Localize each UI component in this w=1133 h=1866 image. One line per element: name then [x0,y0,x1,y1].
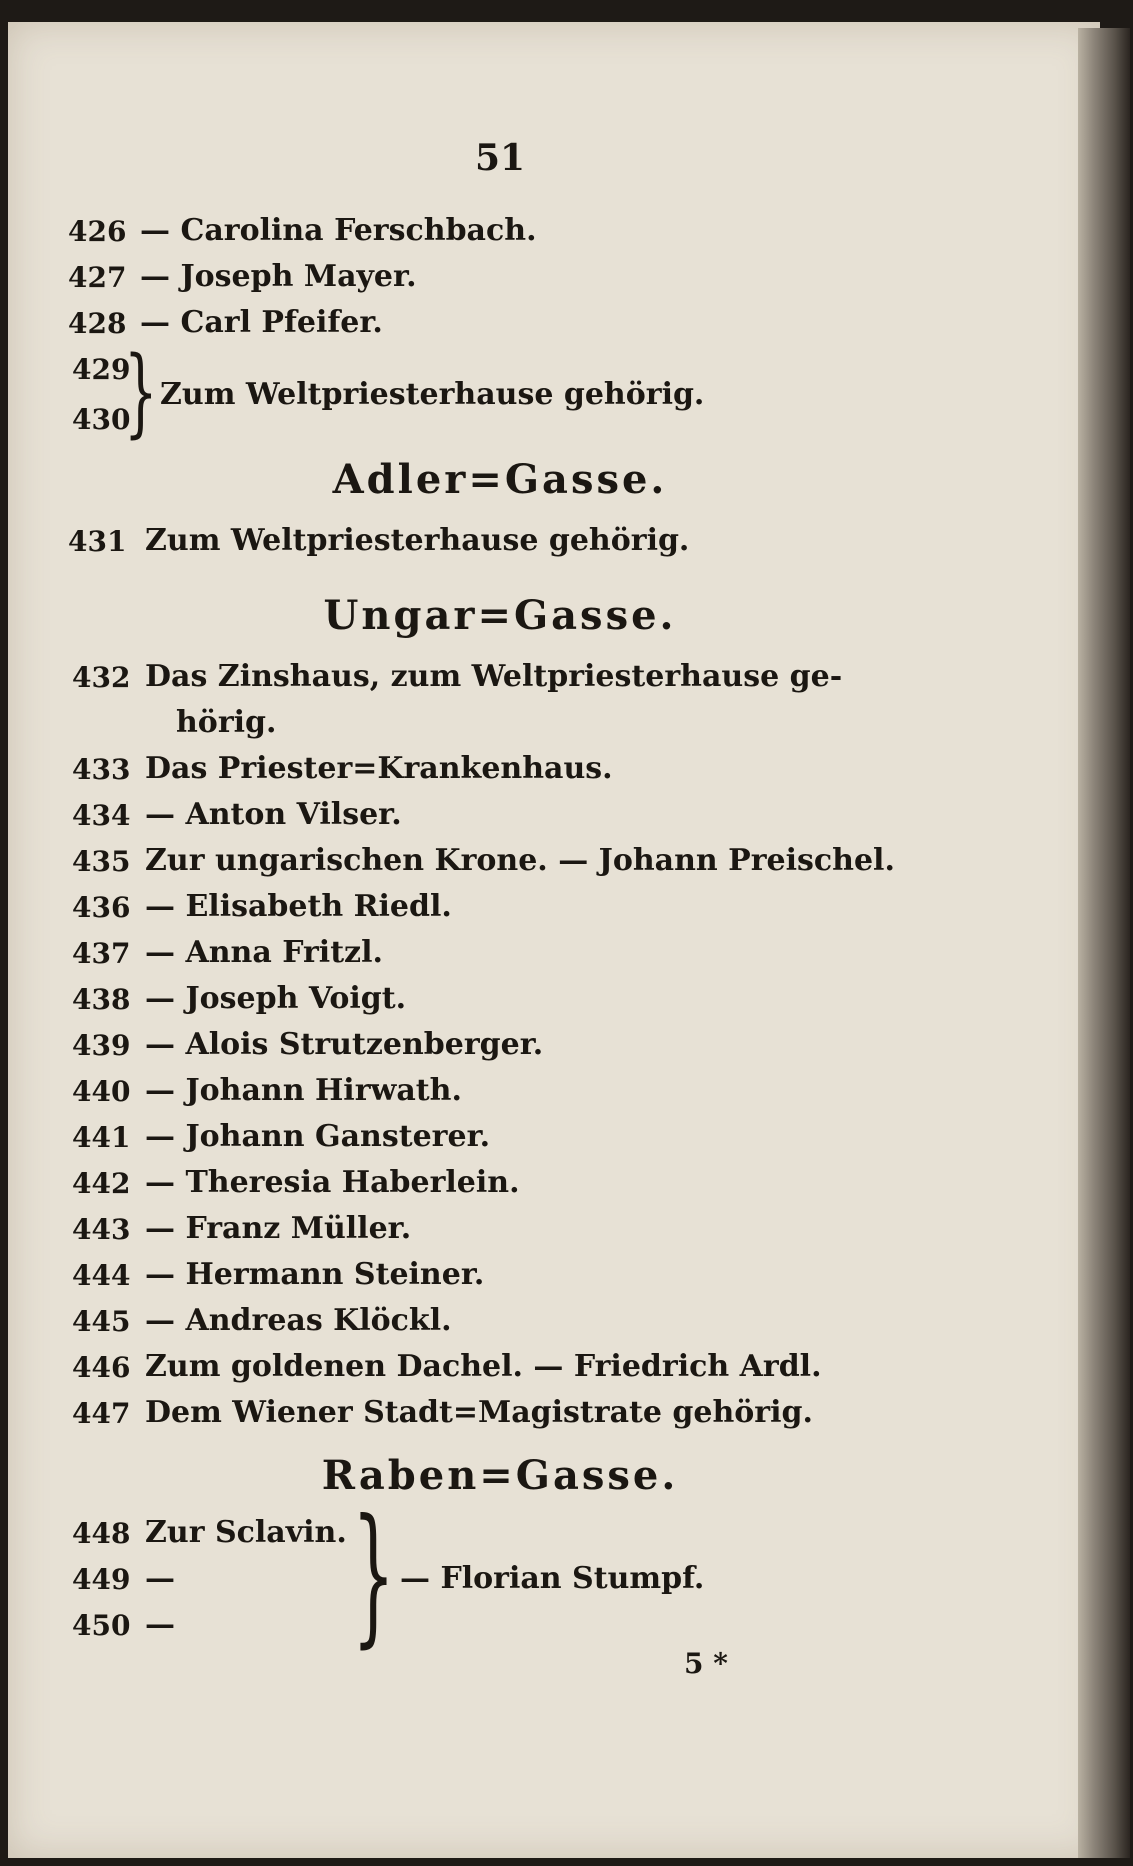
section-heading-ungar-gasse: Ungar=Gasse. [323,592,677,639]
entry-434-text: — Anton Vilser. [145,797,402,832]
entry-428-text: — Carl Pfeifer. [140,305,383,340]
entry-444-text: — Hermann Steiner. [145,1257,485,1292]
brace-429-430: } [124,336,158,448]
entry-432-number: 432 [72,661,131,694]
entry-442-text: — Theresia Haberlein. [145,1165,520,1200]
entry-447-number: 447 [72,1397,131,1430]
entry-435-text: Zur ungarischen Krone. — Johann Preischel. [145,843,895,878]
section-heading-adler-gasse: Adler=Gasse. [332,456,668,503]
entry-439-text: — Alois Strutzenberger. [145,1027,544,1062]
entry-438-number: 438 [72,983,131,1016]
entry-427-text: — Joseph Mayer. [140,259,417,294]
entry-447-text: Dem Wiener Stadt=Magistrate gehörig. [145,1395,813,1430]
entry-443-number: 443 [72,1213,131,1246]
entry-440-text: — Johann Hirwath. [145,1073,462,1108]
entry-432-text-continued: hörig. [176,705,277,740]
entry-433-text: Das Priester=Krankenhaus. [145,751,613,786]
entry-428-number: 428 [68,307,127,340]
entry-445-number: 445 [72,1305,131,1338]
page-edge-shadow [1078,28,1130,1858]
entry-438-text: — Joseph Voigt. [145,981,407,1016]
entry-426-text: — Carolina Ferschbach. [140,213,537,248]
entry-442-number: 442 [72,1167,131,1200]
entry-439-number: 439 [72,1029,131,1062]
entry-446-number: 446 [72,1351,131,1384]
entry-450-text: — [145,1607,175,1642]
entry-427-number: 427 [68,261,127,294]
group-448-450-owner: — Florian Stumpf. [400,1561,705,1596]
entry-440-number: 440 [72,1075,131,1108]
entry-448-number: 448 [72,1517,131,1550]
entry-449-text: — [145,1561,175,1596]
group-429-430-text: Zum Weltpriesterhause gehörig. [160,377,705,412]
entry-430-number: 430 [72,403,131,436]
section-heading-raben-gasse: Raben=Gasse. [321,1452,679,1499]
entry-436-number: 436 [72,891,131,924]
entry-450-number: 450 [72,1609,131,1642]
entry-429-number: 429 [72,353,131,386]
signature-mark: 5 * [684,1647,728,1680]
entry-441-number: 441 [72,1121,131,1154]
entry-435-number: 435 [72,845,131,878]
entry-432-text: Das Zinshaus, zum Weltpriesterhause ge- [145,659,843,694]
entry-426-number: 426 [68,215,127,248]
entry-434-number: 434 [72,799,131,832]
entry-444-number: 444 [72,1259,131,1292]
entry-443-text: — Franz Müller. [145,1211,412,1246]
entry-433-number: 433 [72,753,131,786]
entry-431-text: Zum Weltpriesterhause gehörig. [145,523,690,558]
entry-446-text: Zum goldenen Dachel. — Friedrich Ardl. [145,1349,822,1384]
page-number: 51 [474,137,526,179]
entry-437-number: 437 [72,937,131,970]
brace-448-450: } [352,1488,395,1662]
entry-436-text: — Elisabeth Riedl. [145,889,452,924]
entry-437-text: — Anna Fritzl. [145,935,383,970]
entry-449-number: 449 [72,1563,131,1596]
entry-431-number: 431 [68,525,127,558]
entry-448-text: Zur Sclavin. [145,1515,347,1550]
entry-445-text: — Andreas Klöckl. [145,1303,452,1338]
entry-441-text: — Johann Gansterer. [145,1119,491,1154]
